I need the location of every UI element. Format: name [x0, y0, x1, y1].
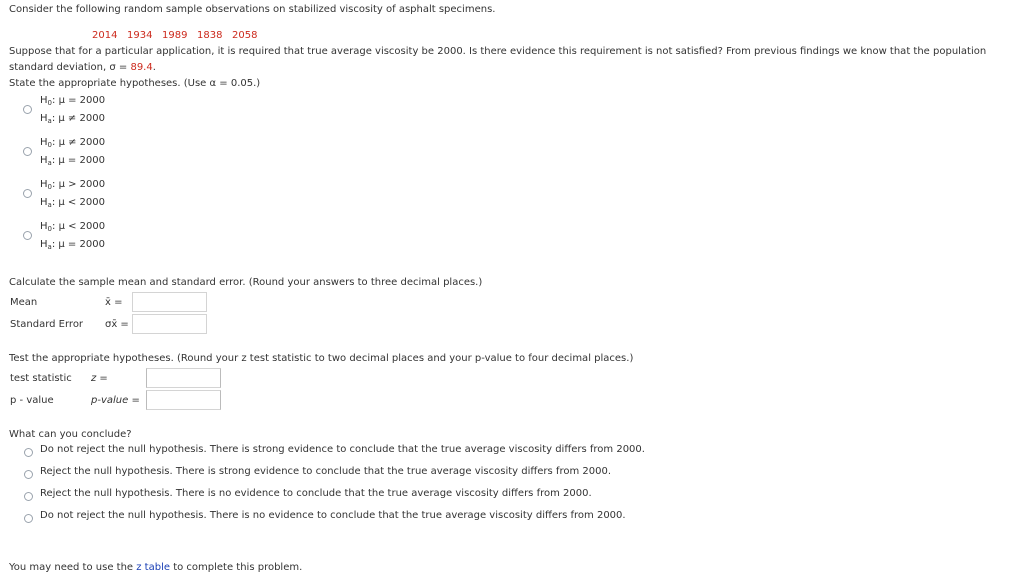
intro-text: Consider the following random sample observations on stabilized viscosity of asphalt specimens.: [9, 4, 496, 15]
p-value-input[interactable]: [146, 390, 221, 410]
hypothesis-4-ha: $H_a$: μ = 2000: [40, 239, 105, 251]
p-value-symbol: p-value =: [91, 395, 140, 406]
hypothesis-1-h0: $H_0$: μ = 2000: [40, 95, 106, 107]
test-statistic-label: test statistic: [10, 373, 72, 384]
mean-input[interactable]: [132, 292, 207, 312]
se-symbol: σx̄ =: [105, 319, 129, 330]
conclusion-radio-1[interactable]: [24, 448, 33, 457]
hypothesis-1-ha: $H_a$: μ ≠ 2000: [40, 113, 105, 125]
hypothesis-2-h0: $H_0$: μ ≠ 2000: [40, 137, 106, 149]
hypothesis-3-ha: $H_a$: μ < 2000: [40, 197, 105, 209]
observation-4: 1838: [197, 30, 223, 41]
conclude-prompt: What can you conclude?: [9, 429, 132, 440]
hypothesis-3-h0: $H_0$: μ > 2000: [40, 179, 106, 191]
observation-3: 1989: [162, 30, 188, 41]
footer-note: You may need to use the z table to complete this problem.: [9, 562, 303, 573]
conclusion-radio-4[interactable]: [24, 514, 33, 523]
hypothesis-4-h0: $H_0$: μ < 2000: [40, 221, 106, 233]
conclusion-text-4: Do not reject the null hypothesis. There is no evidence to conclude that the true average viscosity differs from 2000.: [40, 510, 626, 521]
conclusion-radio-2[interactable]: [24, 470, 33, 479]
se-label: Standard Error: [10, 319, 84, 330]
hypotheses-prompt: State the appropriate hypotheses. (Use α = 0.05.): [9, 78, 261, 89]
p-value-label: p - value: [10, 395, 54, 406]
conclusion-text-2: Reject the null hypothesis. There is strong evidence to conclude that the true average viscosity differs from 2000.: [40, 466, 612, 477]
observations: [92, 30, 257, 41]
hypothesis-radio-3[interactable]: [23, 189, 32, 198]
observation-5: 2058: [232, 30, 258, 41]
standard-error-input[interactable]: [132, 314, 207, 334]
conclusion-text-3: Reject the null hypothesis. There is no evidence to conclude that the true average viscosity differs from 2000.: [40, 488, 592, 499]
hypothesis-radio-2[interactable]: [23, 147, 32, 156]
problem-line-1: Suppose that for a particular application, it is required that true average viscosity be 2000. Is there evidence this requirement is not satisfied? From previous findings we know that the population: [9, 46, 987, 57]
conclusion-radio-3[interactable]: [24, 492, 33, 501]
test-statistic-input[interactable]: [146, 368, 221, 388]
mean-label: Mean: [10, 297, 38, 308]
conclusion-text-1: Do not reject the null hypothesis. There is strong evidence to conclude that the true average viscosity differs from 2000.: [40, 444, 645, 455]
hypothesis-2-ha: $H_a$: μ = 2000: [40, 155, 105, 167]
hypothesis-radio-4[interactable]: [23, 231, 32, 240]
sigma-value: 89.4: [130, 62, 153, 73]
observation-1: 2014: [92, 30, 118, 41]
hypothesis-radio-1[interactable]: [23, 105, 32, 114]
test-prompt: Test the appropriate hypotheses. (Round your z test statistic to two decimal places and your p-value to four decimal places.): [9, 353, 634, 364]
test-statistic-symbol: z =: [91, 373, 108, 384]
observation-2: 1934: [127, 30, 153, 41]
calc-prompt: Calculate the sample mean and standard error. (Round your answers to three decimal places.): [9, 277, 483, 288]
z-table-link[interactable]: z table: [136, 562, 171, 573]
mean-symbol: x̄ =: [105, 297, 123, 308]
problem-line-2: standard deviation, σ = 89.4.: [9, 62, 156, 73]
